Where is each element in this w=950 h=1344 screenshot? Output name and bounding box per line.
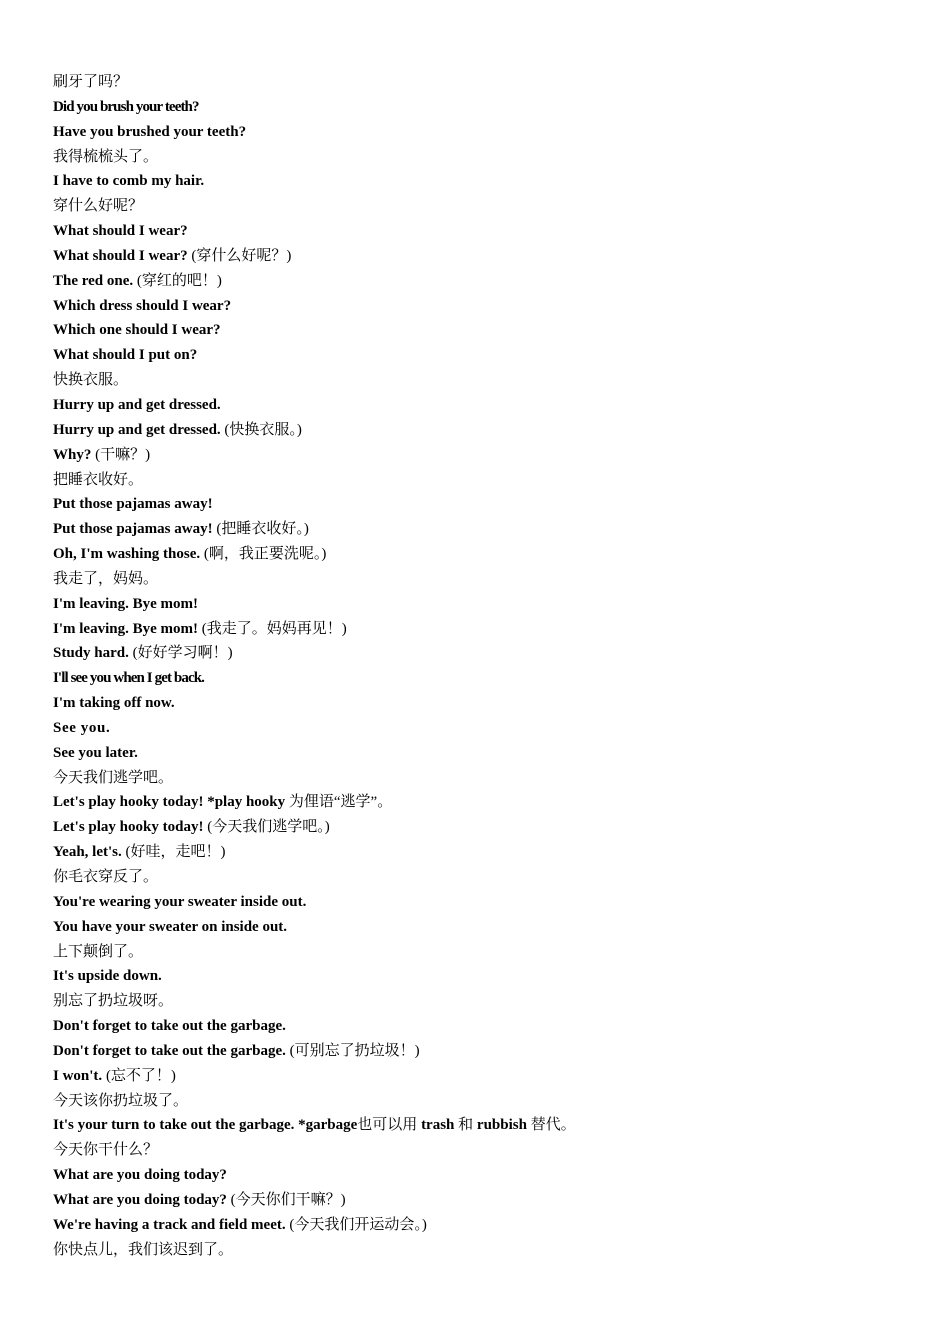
line-text: Let's play hooky today! *play hooky (53, 794, 286, 811)
english-phrase-line (53, 716, 913, 741)
english-phrase-line (53, 393, 913, 418)
chinese-prompt-line (53, 145, 913, 170)
line-text: Did you brush your teeth? (53, 98, 199, 115)
chinese-prompt-line (53, 940, 913, 965)
english-phrase-line (53, 219, 913, 244)
line-text: 别忘了扔垃圾呀。 (53, 993, 174, 1010)
line-text: See you later. (53, 744, 138, 761)
line-text: 穿什么好呢？ (53, 198, 144, 215)
line-text: See you. (53, 719, 111, 736)
line-translation: (啊，我正要洗呢。) (200, 546, 327, 563)
english-phrase-line (53, 617, 913, 642)
english-phrase-line (53, 964, 913, 989)
line-text: I'm leaving. Bye mom! (53, 620, 198, 637)
line-text: 今天我们逃学吧。 (53, 769, 174, 786)
english-phrase-line (53, 492, 913, 517)
line-translation: 和 (454, 1117, 477, 1134)
chinese-prompt-line (53, 1138, 913, 1163)
line-text: It's upside down. (53, 968, 162, 985)
english-phrase-line (53, 815, 913, 840)
line-text: What should I put on? (53, 347, 198, 364)
line-text: 今天该你扔垃圾了。 (53, 1092, 189, 1109)
line-translation: 为俚语“逃学”。 (285, 794, 393, 811)
english-phrase-line (53, 915, 913, 940)
english-phrase-line (53, 1014, 913, 1039)
chinese-prompt-line (53, 1089, 913, 1114)
line-text: The red one. (53, 272, 134, 289)
english-phrase-line (53, 269, 913, 294)
english-phrase-line (53, 840, 913, 865)
english-phrase-line (53, 790, 913, 815)
english-phrase-line (53, 691, 913, 716)
line-translation: (今天我们逃学吧。) (203, 819, 330, 836)
chinese-prompt-line (53, 766, 913, 791)
line-translation: 也可以用 (357, 1117, 422, 1134)
chinese-prompt-line (53, 865, 913, 890)
chinese-prompt-line (53, 567, 913, 592)
line-text: 快换衣服。 (53, 372, 129, 389)
line-text: You have your sweater on inside out. (53, 918, 288, 935)
line-translation: (快换衣服。) (220, 421, 302, 438)
line-text: You're wearing your sweater inside out. (53, 893, 307, 910)
line-text: I'm taking off now. (53, 695, 175, 712)
line-text: Yeah, let's. (53, 844, 122, 861)
line-translation: (穿红的吧！) (133, 272, 222, 289)
line-text: We're having a track and field meet. (53, 1216, 286, 1233)
line-text: Hurry up and get dressed. (53, 421, 221, 438)
line-text: Which one should I wear? (53, 322, 221, 339)
english-phrase-line (53, 1188, 913, 1213)
line-text: Which dress should I wear? (53, 297, 232, 314)
line-text: I won't. (53, 1067, 103, 1084)
english-phrase-line (53, 318, 913, 343)
line-translation: (穿什么好呢？) (187, 247, 292, 264)
english-phrase-line (53, 592, 913, 617)
line-translation: (好好学习啊！) (128, 645, 233, 662)
english-phrase-line (53, 95, 913, 120)
english-phrase-line (53, 1163, 913, 1188)
line-text: Have you brushed your teeth? (53, 123, 247, 140)
line-text: Don't forget to take out the garbage. (53, 1018, 286, 1035)
line-text: Oh, I'm washing those. (53, 546, 201, 563)
english-phrase-line (53, 1213, 913, 1238)
english-phrase-line (53, 641, 913, 666)
line-text: 上下颠倒了。 (53, 943, 144, 960)
english-phrase-line (53, 1113, 913, 1138)
line-translation: (今天我们开运动会。) (285, 1216, 427, 1233)
line-text: 你毛衣穿反了。 (53, 869, 159, 885)
english-phrase-line (53, 1039, 913, 1064)
line-text: 今天你干什么？ (53, 1142, 159, 1159)
english-phrase-line (53, 542, 913, 567)
line-translation: 替代。 (526, 1117, 576, 1134)
line-text: I have to comb my hair. (53, 173, 205, 190)
line-text: 你快点儿，我们该迟到了。 (53, 1241, 234, 1258)
line-text: What are you doing today? (53, 1191, 227, 1208)
english-phrase-line (53, 741, 913, 766)
english-phrase-line (53, 294, 913, 319)
english-phrase-line (53, 443, 913, 468)
english-phrase-line (53, 244, 913, 269)
line-text: 我走了，妈妈。 (53, 570, 159, 587)
line-emphasis: rubbish (476, 1117, 527, 1134)
line-translation: (好哇，走吧！) (121, 844, 226, 861)
line-translation: (忘不了！) (102, 1067, 176, 1084)
english-phrase-line (53, 890, 913, 915)
english-phrase-line (53, 666, 913, 691)
line-text: Hurry up and get dressed. (53, 396, 221, 413)
line-text: It's your turn to take out the garbage. *garbage (53, 1117, 358, 1134)
line-translation: (今天你们干嘛？) (226, 1191, 346, 1208)
line-translation: (把睡衣收好。) (212, 521, 309, 538)
line-text: Put those pajamas away! (53, 521, 213, 538)
chinese-prompt-line (53, 194, 913, 219)
line-text: What are you doing today? (53, 1167, 227, 1184)
line-text: I'll see you when I get back. (53, 670, 204, 687)
line-text: 把睡衣收好。 (53, 471, 144, 488)
chinese-prompt-line (53, 989, 913, 1014)
english-phrase-line (53, 418, 913, 443)
line-text: What should I wear? (53, 223, 188, 240)
line-emphasis: trash (421, 1117, 455, 1134)
line-text: Study hard. (53, 645, 129, 662)
line-translation: (我走了。妈妈再见！) (197, 620, 347, 637)
document-page (53, 70, 913, 1263)
line-text: What should I wear? (53, 247, 188, 264)
english-phrase-line (53, 169, 913, 194)
line-translation: (干嘛？) (91, 446, 151, 463)
line-text: Let's play hooky today! (53, 819, 204, 836)
chinese-prompt-line (53, 70, 913, 95)
line-text: Put those pajamas away! (53, 496, 213, 513)
english-phrase-line (53, 517, 913, 542)
line-text: Why? (53, 446, 92, 463)
english-phrase-line (53, 343, 913, 368)
chinese-prompt-line (53, 1238, 913, 1263)
chinese-prompt-line (53, 468, 913, 493)
line-text: 我得梳梳头了。 (53, 148, 159, 165)
line-text: Don't forget to take out the garbage. (53, 1042, 286, 1059)
chinese-prompt-line (53, 368, 913, 393)
english-phrase-line (53, 1064, 913, 1089)
line-translation: (可别忘了扔垃圾！) (285, 1042, 420, 1059)
line-text: I'm leaving. Bye mom! (53, 595, 198, 612)
line-text: 刷牙了吗？ (53, 74, 129, 90)
english-phrase-line (53, 120, 913, 145)
